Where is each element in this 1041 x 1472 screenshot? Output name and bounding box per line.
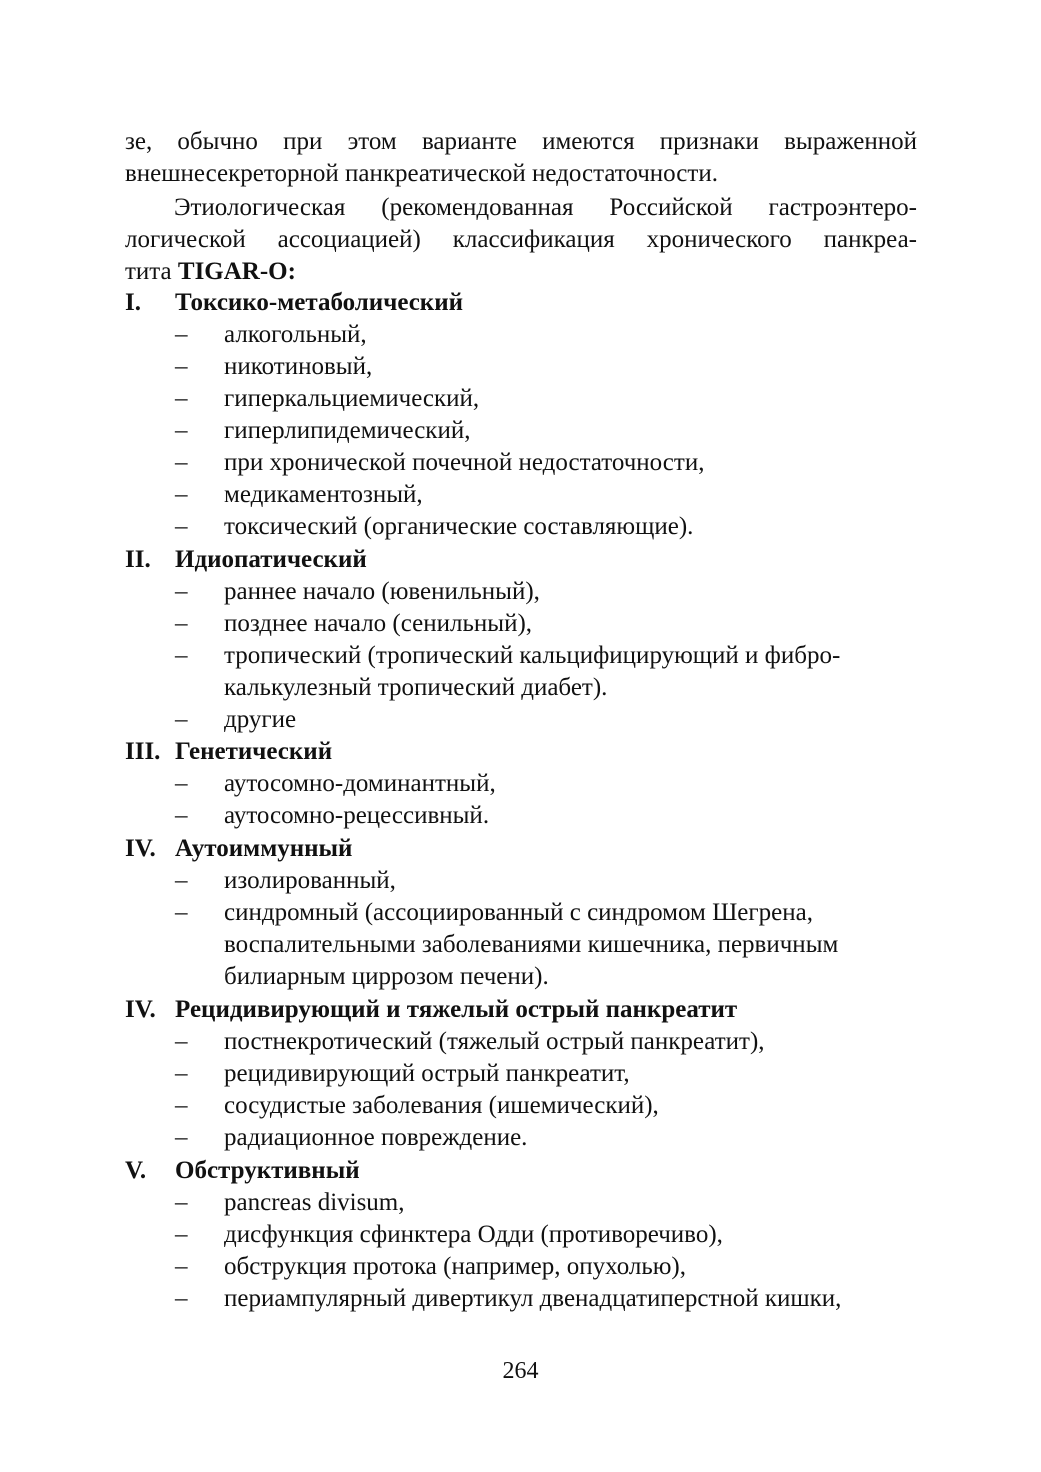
list-item-text: токсический (органические составляющие). [224,513,694,540]
list-item-text: никотиновый, [224,353,373,380]
section-number: III. [125,738,161,765]
dash-marker: – [175,1253,188,1280]
dash-marker: – [175,802,188,829]
section-heading [125,736,332,768]
dash-marker: – [175,385,188,412]
list-item-text: обструкция протока (например, опухолью), [224,1253,686,1280]
section-title: Идиопатический [175,546,367,573]
intro-paragraph-2 [125,192,917,288]
text-prefix: тита [125,258,178,285]
text-line [125,256,917,288]
list-item-text: другие [224,706,297,733]
list-item-text: синдромный (ассоциированный с синдромом Шегрена, [224,899,813,926]
section-heading [125,544,367,576]
dash-marker: – [175,1092,188,1119]
dash-marker: – [175,1285,188,1312]
list-item-text: рецидивирующий острый панкреатит, [224,1060,630,1087]
list-item-text: калькулезный тропический диабет). [224,674,608,701]
text-line: Этиологическая (рекомендованная Российской гастроэнтеро- [174,194,917,221]
list-item-text: pancreas divisum, [224,1189,405,1216]
section-heading [125,833,352,865]
list-item-text: дисфункция сфинктера Одди (противоречиво), [224,1221,723,1248]
list-item-text: гиперкальциемический, [224,385,480,412]
list-item-text: раннее начало (ювенильный), [224,578,540,605]
dash-marker: – [175,706,188,733]
dash-marker: – [175,770,188,797]
section-title: Аутоиммунный [175,835,353,862]
list-item-text: аутосомно-рецессивный. [224,802,490,829]
dash-marker: – [175,321,188,348]
dash-marker: – [175,353,188,380]
dash-marker: – [175,481,188,508]
dash-marker: – [175,513,188,540]
list-item-text: изолированный, [224,867,396,894]
list-item-text: радиационное повреждение. [224,1124,528,1151]
list-item-text: алкогольный, [224,321,367,348]
list-item-text: сосудистые заболевания (ишемический), [224,1092,659,1119]
dash-marker: – [175,899,188,926]
dash-marker: – [175,610,188,637]
list-item-text: медикаментозный, [224,481,423,508]
dash-marker: – [175,1221,188,1248]
section-number: II. [125,546,151,573]
list-item-text: позднее начало (сенильный), [224,610,533,637]
list-item-text: при хронической почечной недостаточности, [224,449,705,476]
section-title: Токсико-метаболический [175,289,464,316]
dash-marker: – [175,417,188,444]
text-line: зе, обычно при этом варианте имеются признаки выраженной [125,128,917,155]
section-heading [125,1155,360,1187]
section-title: Обструктивный [175,1157,360,1184]
list-item-text: билиарным циррозом печени). [224,963,549,990]
dash-marker: – [175,578,188,605]
dash-marker: – [175,867,188,894]
section-number: I. [125,289,141,316]
dash-marker: – [175,642,188,669]
list-item-text: периампулярный дивертикул двенадцатиперстной кишки, [224,1285,842,1312]
list-item-text: воспалительными заболеваниями кишечника, первичным [224,931,839,958]
classification-name: TIGAR-O: [177,258,296,285]
section-heading [125,994,737,1026]
list-item-text: тропический (тропический кальцифицирующий и фибро- [224,642,841,669]
page-number: 264 [502,1358,539,1384]
section-title: Рецидивирующий и тяжелый острый панкреатит [175,996,738,1023]
dash-marker: – [175,1124,188,1151]
list-item-text: постнекротический (тяжелый острый панкреатит), [224,1028,765,1055]
dash-marker: – [175,1189,188,1216]
list-item-text: гиперлипидемический, [224,417,471,444]
list-item-text: аутосомно-доминантный, [224,770,496,797]
intro-paragraph-1 [125,126,917,190]
dash-marker: – [175,1028,188,1055]
section-number: V. [125,1157,147,1184]
section-heading [125,287,463,319]
text-line: внешнесекреторной панкреатической недостаточности. [125,160,718,187]
section-number: IV. [125,996,156,1023]
section-title: Генетический [175,738,333,765]
section-number: IV. [125,835,156,862]
dash-marker: – [175,449,188,476]
text-line: логической ассоциацией) классификация хронического панкреа- [125,226,917,253]
dash-marker: – [175,1060,188,1087]
